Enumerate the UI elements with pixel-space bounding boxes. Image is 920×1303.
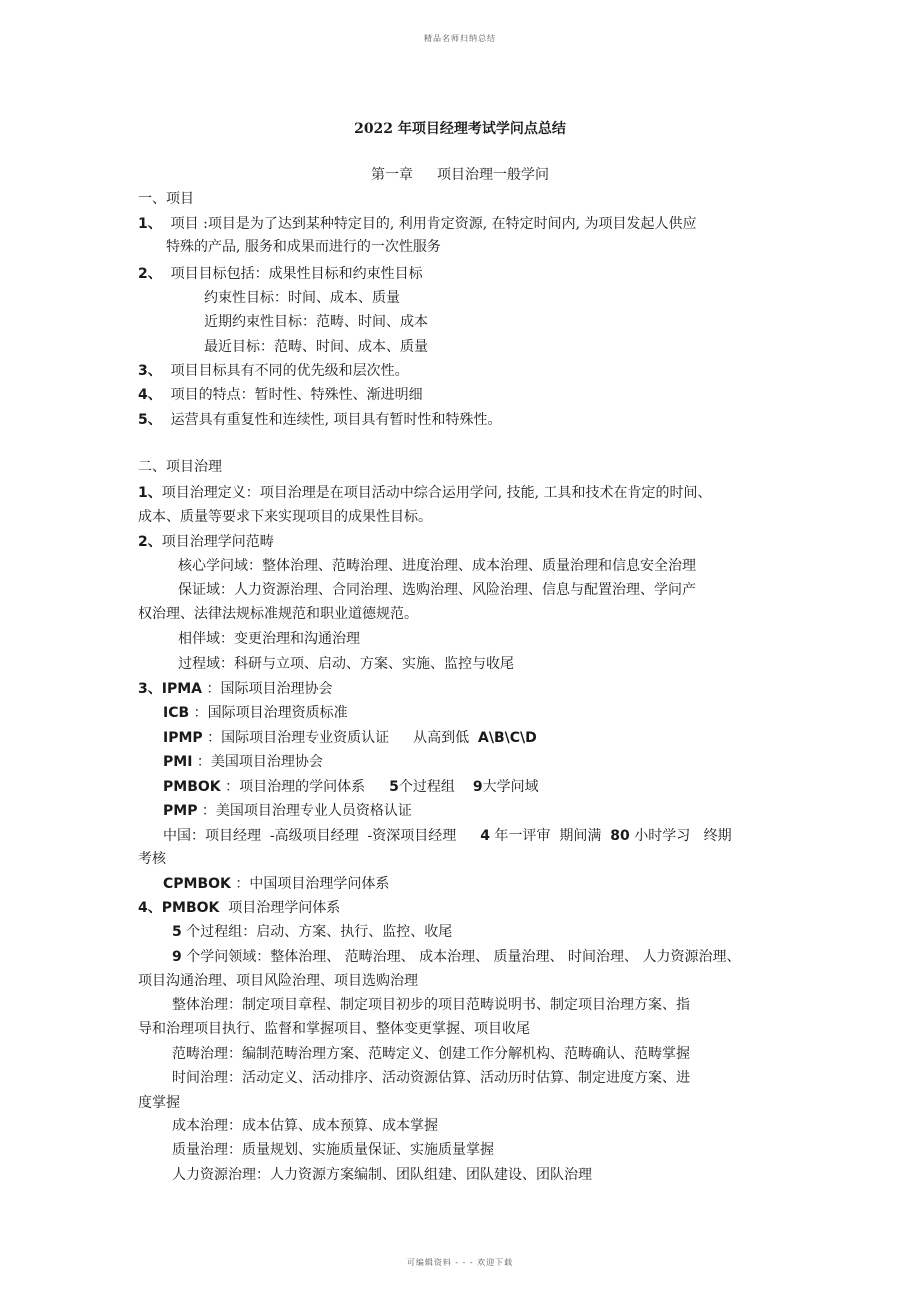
list-item: 3、IPMA ：国际项目治理协会 xyxy=(138,681,333,697)
list-item: 3、 项目目标具有不同的优先级和层次性。 xyxy=(138,363,409,379)
list-item: 5、 运营具有重复性和连续性, 项目具有暂时性和特殊性。 xyxy=(138,412,502,428)
sub-item: 近期约束性目标：范畴、时间、成本 xyxy=(204,314,428,330)
chapter-heading xyxy=(0,164,920,184)
term-line: PMP ：美国项目治理专业人员资格认证 xyxy=(163,803,412,819)
sub-item: 过程域：科研与立项、启动、方案、实施、监控与收尾 xyxy=(178,656,514,672)
sub-item: 质量治理：质量规划、实施质量保证、实施质量掌握 xyxy=(172,1142,494,1158)
sub-item-continuation: 度掌握 xyxy=(138,1095,180,1111)
term-line: 中国：项目经理 -高级项目经理 -资深项目经理 4 年一评审 期间满 80 小时学习 终期 xyxy=(163,828,732,844)
term-line: ICB ：国际项目治理资质标准 xyxy=(163,705,348,721)
section-heading: 一、项目 xyxy=(138,191,194,207)
list-item: 1、项目治理定义：项目治理是在项目活动中综合运用学问, 技能, 工具和技术在肯定的时间、 xyxy=(138,485,712,501)
sub-item: 时间治理：活动定义、活动排序、活动资源估算、活动历时估算、制定进度方案、进 xyxy=(172,1070,690,1086)
sub-item: 范畴治理：编制范畴治理方案、范畴定义、创建工作分解机构、范畴确认、范畴掌握 xyxy=(172,1046,690,1062)
chapter-number: 第一章 xyxy=(371,167,413,183)
list-item-continuation: 成本、质量等要求下来实现项目的成果性目标。 xyxy=(138,509,432,525)
list-item: 2、项目治理学问范畴 xyxy=(138,534,274,550)
term-line-continuation: 考核 xyxy=(138,851,166,867)
term-line: IPMP ：国际项目治理专业资质认证 从高到低 A\B\C\D xyxy=(163,730,537,746)
sub-item: 最近目标：范畴、时间、成本、质量 xyxy=(204,339,428,355)
term-line: PMBOK ：项目治理的学问体系 5个过程组 9大学问域 xyxy=(163,779,539,795)
term-line: PMI ：美国项目治理协会 xyxy=(163,754,323,770)
sub-item: 整体治理：制定项目章程、制定项目初步的项目范畴说明书、制定项目治理方案、指 xyxy=(172,997,690,1013)
term-line: CPMBOK ：中国项目治理学问体系 xyxy=(163,876,390,892)
sub-item-continuation: 导和治理项目执行、监督和掌握项目、整体变更掌握、项目收尾 xyxy=(138,1021,530,1037)
section-heading: 二、项目治理 xyxy=(138,459,222,475)
sub-item: 相伴域：变更治理和沟通治理 xyxy=(178,631,360,647)
sub-item: 人力资源治理：人力资源方案编制、团队组建、团队建设、团队治理 xyxy=(172,1167,592,1183)
list-item: 1、 项目 :项目是为了达到某种特定目的, 利用肯定资源, 在特定时间内, 为项目发起人供应 xyxy=(138,216,697,232)
list-item: 2、 项目目标包括：成果性目标和约束性目标 xyxy=(138,266,423,282)
sub-item: 9 个学问领域：整体治理、 范畴治理、 成本治理、 质量治理、 时间治理、 人力资源治理、 xyxy=(172,949,741,965)
sub-item: 5 个过程组：启动、方案、执行、监控、收尾 xyxy=(172,924,453,940)
chapter-name: 项目治理一般学问 xyxy=(437,167,549,183)
document-title: 2022 年项目经理考试学问点总结 xyxy=(354,121,566,137)
page-footer: 可编辑资料 - - - 欢迎下载 xyxy=(406,1258,514,1267)
list-item: 4、 项目的特点：暂时性、特殊性、渐进明细 xyxy=(138,387,423,403)
list-item: 4、PMBOK 项目治理学问体系 xyxy=(138,900,341,916)
sub-item-continuation: 权治理、法律法规标准规范和职业道德规范。 xyxy=(138,606,418,622)
sub-item: 成本治理：成本估算、成本预算、成本掌握 xyxy=(172,1118,438,1134)
list-item-continuation: 特殊的产品, 服务和成果而进行的一次性服务 xyxy=(166,239,441,255)
sub-item-continuation: 项目沟通治理、项目风险治理、项目选购治理 xyxy=(138,973,418,989)
sub-item: 保证域：人力资源治理、合同治理、选购治理、风险治理、信息与配置治理、学问产 xyxy=(178,582,696,598)
page-header: 精品名师归纳总结 xyxy=(424,34,496,43)
sub-item: 约束性目标：时间、成本、质量 xyxy=(204,290,400,306)
sub-item: 核心学问域：整体治理、范畴治理、进度治理、成本治理、质量治理和信息安全治理 xyxy=(178,558,696,574)
